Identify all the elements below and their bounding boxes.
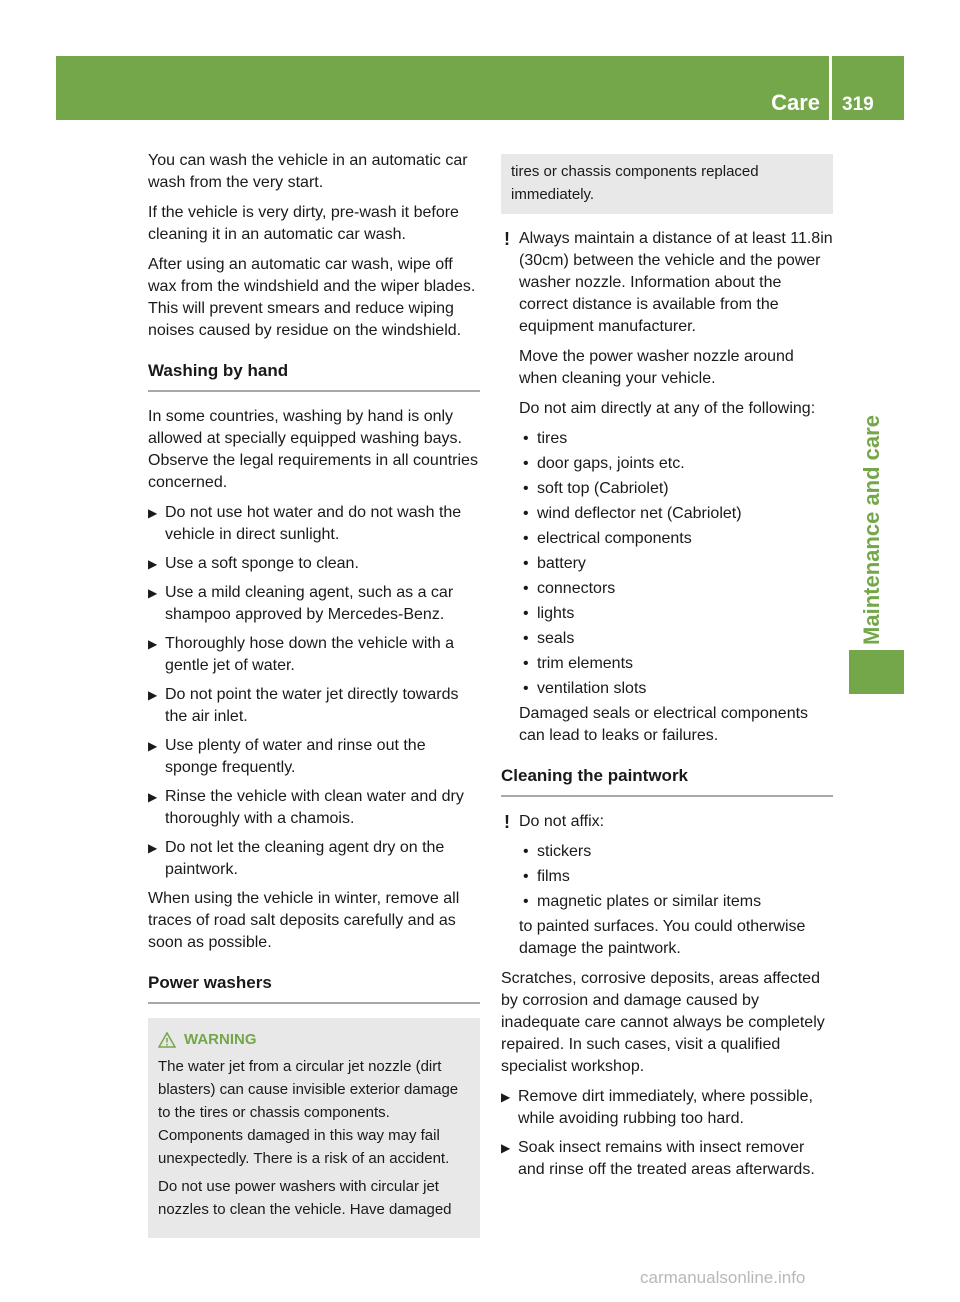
- bullet-dot-icon: •: [523, 680, 529, 697]
- step-text: Soak insect remains with insect remover and rinse off the treated areas afterwards.: [518, 1139, 815, 1178]
- triangle-right-icon: ▶: [148, 790, 158, 804]
- list-item-text: magnetic plates or similar items: [537, 893, 762, 910]
- list-item-text: connectors: [537, 580, 616, 597]
- bullet-dot-icon: •: [523, 655, 529, 672]
- step-text: Do not let the cleaning agent dry on the paintwork.: [165, 839, 445, 878]
- triangle-right-icon: ▶: [501, 1141, 511, 1155]
- step-text: Use a soft sponge to clean.: [165, 555, 359, 572]
- list-item-text: wind deflector net (Cabriolet): [537, 505, 742, 522]
- washing-step: [148, 735, 480, 779]
- list-item: [519, 841, 833, 863]
- washing-step: [148, 502, 480, 546]
- warning-box-continued: [501, 154, 833, 214]
- side-tab-label: [840, 410, 904, 650]
- washing-step: [148, 553, 480, 575]
- washing-step: [148, 684, 480, 728]
- triangle-right-icon: ▶: [148, 841, 158, 855]
- list-item-text: battery: [537, 555, 586, 572]
- intro-paragraph: After using an automatic car wash, wipe off wax from the windshield and the wiper blades. This will prevent smears and reduce wiping noises caused by residue on the windshield.: [148, 256, 476, 339]
- list-item: [519, 578, 833, 600]
- triangle-right-icon: ▶: [148, 557, 158, 571]
- warning-paragraph: Do not use power washers with circular jet nozzles to clean the vehicle. Have damaged: [158, 1178, 452, 1218]
- bullet-dot-icon: •: [523, 630, 529, 647]
- warning-title: [158, 1028, 470, 1051]
- exclamation-icon: !: [504, 812, 510, 832]
- list-item-text: films: [537, 868, 570, 885]
- list-item: [519, 891, 833, 913]
- heading-power-washers: Power washers: [148, 972, 480, 1004]
- notice-paintwork: [501, 811, 833, 833]
- list-item-text: stickers: [537, 843, 592, 860]
- notice-text: Do not aim directly at any of the following:: [519, 400, 816, 417]
- notice-closing: to painted surfaces. You could otherwise damage the paintwork.: [519, 918, 806, 957]
- bullet-dot-icon: •: [523, 580, 529, 597]
- paint-step: [501, 1086, 833, 1130]
- bullet-dot-icon: •: [523, 893, 529, 910]
- paint-body: Scratches, corrosive deposits, areas affected by corrosion and damage caused by inadequate care cannot always be completely repaired. In such cases, visit a qualified specialist workshop.: [501, 970, 825, 1075]
- list-item: [519, 428, 833, 450]
- bullet-dot-icon: •: [523, 555, 529, 572]
- warning-paragraph: The water jet from a circular jet nozzle (dirt blasters) can cause invisible exterior damage to the tires or chassis components. Components damaged in this way may fail unexpectedly. There is a risk of an accident.: [158, 1058, 459, 1167]
- triangle-right-icon: ▶: [148, 586, 158, 600]
- list-item: [519, 528, 833, 550]
- list-item: [519, 866, 833, 888]
- right-column: [501, 154, 833, 1188]
- bullet-dot-icon: •: [523, 430, 529, 447]
- header-separator: [829, 56, 832, 120]
- side-tab-text: Maintenance and care: [859, 415, 884, 645]
- list-item-text: door gaps, joints etc.: [537, 455, 685, 472]
- page-number: 319: [842, 94, 874, 115]
- warning-continued-text: tires or chassis components replaced immediately.: [511, 163, 759, 203]
- triangle-right-icon: ▶: [148, 688, 158, 702]
- warning-triangle-icon: [158, 1032, 176, 1048]
- notice-closing: Damaged seals or electrical components can lead to leaks or failures.: [519, 705, 809, 744]
- section-title: Care: [771, 90, 820, 115]
- step-text: Do not use hot water and do not wash the vehicle in direct sunlight.: [165, 504, 462, 543]
- winter-note: When using the vehicle in winter, remove all traces of road salt deposits carefully and as soon as possible.: [148, 890, 460, 951]
- step-text: Rinse the vehicle with clean water and dry thoroughly with a chamois.: [165, 788, 464, 827]
- bullet-dot-icon: •: [523, 480, 529, 497]
- bullet-dot-icon: •: [523, 455, 529, 472]
- list-item: [519, 553, 833, 575]
- list-item: [519, 603, 833, 625]
- triangle-right-icon: ▶: [148, 739, 158, 753]
- triangle-right-icon: ▶: [501, 1090, 511, 1104]
- notice-power-washer: [501, 228, 833, 420]
- intro-paragraph: If the vehicle is very dirty, pre-wash it before cleaning it in an automatic car wash.: [148, 204, 459, 243]
- list-item: [519, 453, 833, 475]
- warning-box: [148, 1018, 480, 1238]
- list-item-text: seals: [537, 630, 575, 647]
- step-text: Thoroughly hose down the vehicle with a gentle jet of water.: [165, 635, 455, 674]
- list-item-text: ventilation slots: [537, 680, 647, 697]
- watermark: carmanualsonline.info: [640, 1268, 806, 1287]
- list-item: [519, 653, 833, 675]
- notice-text: Move the power washer nozzle around when cleaning your vehicle.: [519, 348, 794, 387]
- bullet-dot-icon: •: [523, 868, 529, 885]
- bullet-dot-icon: •: [523, 605, 529, 622]
- list-item: [519, 478, 833, 500]
- list-item: [519, 503, 833, 525]
- list-item: [519, 678, 833, 700]
- list-item-text: electrical components: [537, 530, 692, 547]
- list-item-text: tires: [537, 430, 568, 447]
- list-item-text: soft top (Cabriolet): [537, 480, 669, 497]
- bullet-dot-icon: •: [523, 505, 529, 522]
- step-text: Use a mild cleaning agent, such as a car shampoo approved by Mercedes-Benz.: [165, 584, 454, 623]
- paint-step: [501, 1137, 833, 1181]
- bullet-dot-icon: •: [523, 843, 529, 860]
- side-tab-marker: [849, 650, 904, 694]
- washing-intro: In some countries, washing by hand is only allowed at specially equipped washing bays. Observe the legal requirements in all countries concerned.: [148, 408, 478, 491]
- heading-cleaning-paintwork: Cleaning the paintwork: [501, 765, 833, 797]
- list-item-text: trim elements: [537, 655, 634, 672]
- left-column: [148, 150, 480, 1238]
- list-item-text: lights: [537, 605, 575, 622]
- washing-step: [148, 582, 480, 626]
- triangle-right-icon: ▶: [148, 637, 158, 651]
- exclamation-icon: !: [504, 229, 510, 249]
- triangle-right-icon: ▶: [148, 506, 158, 520]
- step-text: Do not point the water jet directly towards the air inlet.: [165, 686, 459, 725]
- notice-text: Always maintain a distance of at least 11.8in (30cm) between the vehicle and the power washer nozzle. Information about the correct distance is available from the equipment manufacturer.: [519, 230, 833, 335]
- step-text: Remove dirt immediately, where possible, while avoiding rubbing too hard.: [518, 1088, 813, 1127]
- washing-step: [148, 633, 480, 677]
- warning-title-text: WARNING: [184, 1031, 257, 1048]
- heading-washing-by-hand: Washing by hand: [148, 360, 480, 392]
- step-text: Use plenty of water and rinse out the sponge frequently.: [165, 737, 426, 776]
- intro-paragraph: You can wash the vehicle in an automatic car wash from the very start.: [148, 152, 468, 191]
- bullet-dot-icon: •: [523, 530, 529, 547]
- notice-text: Do not affix:: [519, 813, 605, 830]
- list-item: [519, 628, 833, 650]
- washing-step: [148, 837, 480, 881]
- washing-step: [148, 786, 480, 830]
